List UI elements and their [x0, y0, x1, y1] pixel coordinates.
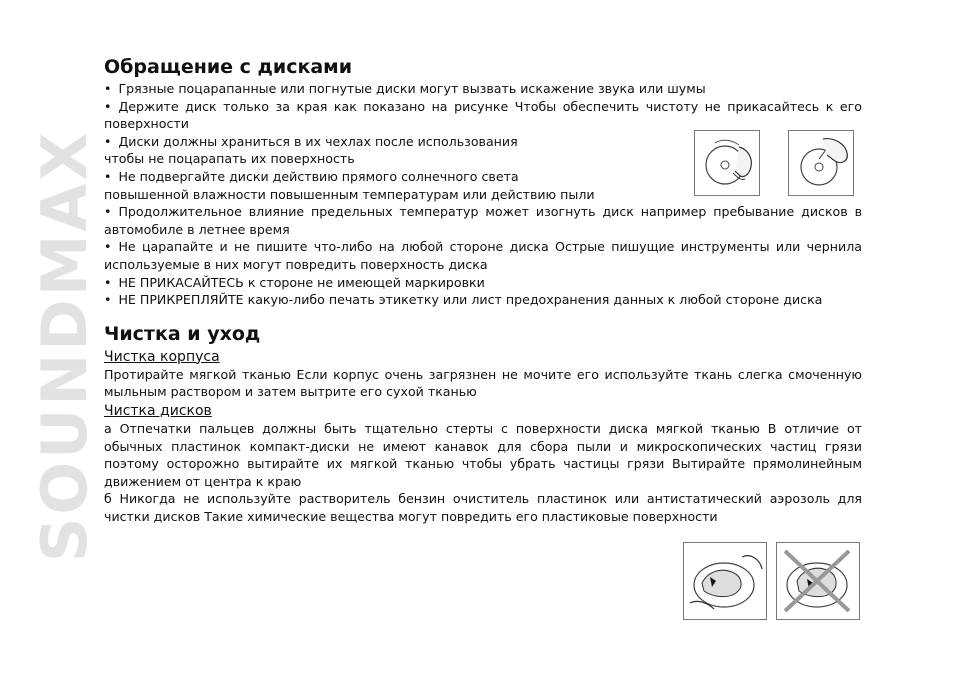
disc-held-by-edge-image — [694, 130, 760, 196]
list-item: • Не подвергайте диски действию прямого солнечного света — [104, 168, 664, 186]
list-item: • Грязные поцарапанные или погнутые диски могут вызвать искажение звука или шумы — [104, 80, 862, 98]
list-item: • НЕ ПРИКРЕПЛЯЙТЕ какую-либо печать этикетку или лист предохранения данных к любой стороне диска — [104, 291, 862, 309]
list-item: • Диски должны храниться в их чехлах после использования — [104, 133, 664, 151]
brand-watermark: SOUNDMAX — [28, 129, 101, 563]
list-item: • Не царапайте и не пишите что-либо на любой стороне диска Острые пишущие инструменты или чернила используемые в них могут повредить поверхность диска — [104, 238, 862, 273]
wipe-disc-wrong-image — [776, 542, 860, 620]
section-title-disc-handling: Обращение с дисками — [104, 56, 353, 78]
manual-page — [104, 54, 862, 525]
list-item: • Держите диск только за края как показано на рисунке Чтобы обеспечить чистоту не прикасайтесь к его поверхности — [104, 98, 862, 133]
list-item: • Продолжительное влияние предельных температур может изогнуть диск например пребывание дисков в автомобиле в летнее время — [104, 203, 862, 238]
section-title-cleaning: Чистка и уход — [104, 322, 261, 345]
subheading-disc-cleaning: Чистка дисков — [104, 402, 212, 419]
list-item-continuation: повышенной влажности повышенным температурам или действию пыли — [104, 186, 595, 202]
list-item-continuation: чтобы не поцарапать их поверхность — [104, 151, 355, 167]
list-item: • НЕ ПРИКАСАЙТЕСЬ к стороне не имеющей маркировки — [104, 274, 862, 292]
paragraph-disc-cleaning-a: а Отпечатки пальцев должны быть тщательно стерты с поверхности диска мягкой тканью В отличие от обычных пластинок компакт-диски не имеют канавок для сбора пыли и микроскопических частиц грязи поэтому осторожно вытирайте их мягкой тканью чтобы убрать частицы грязи Вытирайте прямолинейным движением от центра к краю — [104, 420, 862, 489]
disc-edge-grip-image — [788, 130, 854, 196]
paragraph-body-cleaning: Протирайте мягкой тканью Если корпус очень загрязнен не мочите его используйте ткань слегка смоченную мыльным раствором и затем вытрите его сухой тканью — [104, 366, 862, 400]
paragraph-disc-cleaning-b: б Никогда не используйте растворитель бензин очиститель пластинок или антистатический аэрозоль для чистки дисков Такие химические вещества могут повредить его пластиковые поверхности — [104, 491, 862, 524]
wipe-disc-correct-image — [683, 542, 767, 620]
subheading-body-cleaning: Чистка корпуса — [104, 348, 220, 365]
